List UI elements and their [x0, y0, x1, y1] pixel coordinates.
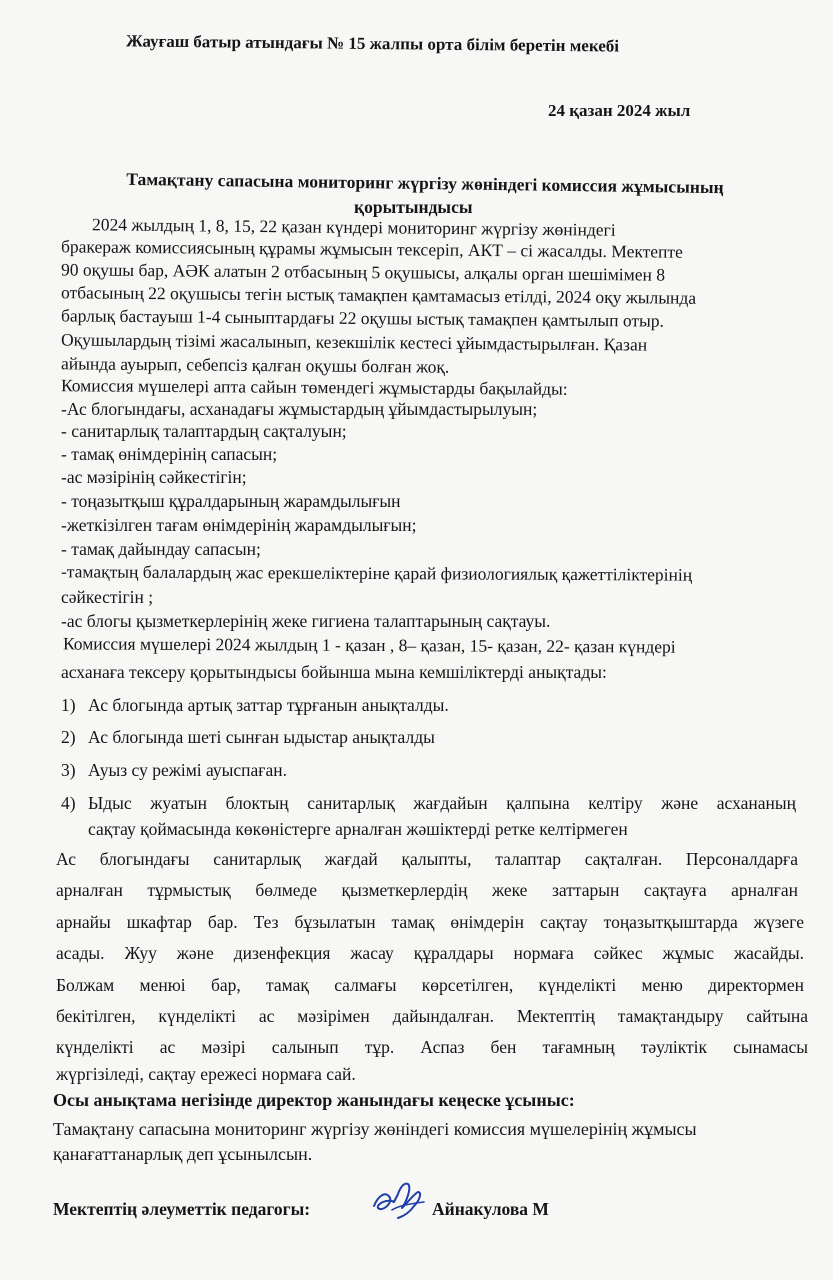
intro-line: Оқушылардың тізімі жасалынып, кезекшілік кестесі ұйымдастырылған. Қазан — [60, 329, 648, 355]
intro-line: отбасының 22 оқушысы тегін ыстық тамақпен қамтамасыз етілді, 2024 оқу жылында — [60, 282, 697, 308]
duties-intro: Комиссия мүшелері апта сайын төмендегі жұмыстарды бақылайды: — [60, 375, 568, 399]
duty-item: - санитарлық талаптардың сақталуын; — [61, 421, 347, 441]
document-date: 24 қазан 2024 жыл — [548, 101, 691, 120]
findings-intro: Комиссия мүшелері 2024 жылдың 1 - қазан , 8– қазан, 15- қазан, 22- қазан күндері — [62, 633, 676, 657]
signature-role: Мектептің әлеуметтік педагогы: — [53, 1199, 311, 1219]
document-title: Тамақтану сапасына мониторинг жүргізу жөніндегі комиссия жұмысының — [126, 168, 724, 198]
duty-item: сәйкестігін ; — [61, 587, 154, 607]
proposal-heading: Осы анықтама негізінде директор жанындағы кеңеске ұсыныс: — [53, 1090, 575, 1110]
findings-intro: асханаға тексеру қорытындысы бойынша мына кемшіліктерді анықтады: — [61, 662, 607, 682]
finding-text: Ауыз су режімі ауыспаған. — [88, 760, 287, 780]
conclusion-line: жүргізіледі, сақтау ережесі нормаға сай. — [56, 1064, 356, 1084]
finding-number: 2) — [61, 727, 76, 747]
finding-number: 4) — [61, 793, 76, 813]
duty-item: - тоңазытқыш құралдарының жарамдылығын — [61, 491, 401, 511]
duty-item: -Ас блогындағы, асханадағы жұмыстардың ұйымдастырылуын; — [61, 399, 538, 419]
proposal-text: қанағаттанарлық деп ұсынылсын. — [53, 1144, 313, 1164]
duty-item: - тамақ дайындау сапасын; — [61, 539, 261, 559]
duty-item: -тамақтың балалардың жас ерекшеліктеріне қарай физиологиялық қажеттіліктерінің — [60, 561, 693, 585]
school-name: Жауғаш батыр атындағы № 15 жалпы орта білім беретін мекебі — [125, 31, 620, 56]
conclusion-line: күнделікті ас мәзірі салынып тұр. Аспаз бен тағамның тәуліктік сынамасы — [56, 1037, 808, 1057]
finding-number: 3) — [61, 760, 76, 780]
intro-line: барлық бастауыш 1-4 сыныптардағы 22 оқушы ыстық тамақпен қамтылып отыр. — [60, 305, 665, 331]
conclusion-line: арнайы шкафтар бар. Тез бұзылатын тамақ өнімдерін сақтау тоңазытқыштарда жүзеге — [56, 912, 804, 932]
intro-line: бракераж комиссиясының құрамы жұмысын тексеріп, АКТ – сі жасалды. Мектепте — [60, 236, 683, 262]
conclusion-line: Ас блогындағы санитарлық жағдай қалыпты, талаптар сақталған. Персоналдарға — [56, 849, 798, 869]
finding-text: Ас блогында артық заттар тұрғанын анықталды. — [88, 695, 449, 715]
duty-item: - тамақ өнімдерінің сапасын; — [61, 444, 278, 464]
duty-item: -жеткізілген тағам өнімдерінің жарамдылығын; — [61, 515, 417, 535]
conclusion-line: арналған тұрмыстық бөлмеде қызметкерлердің жеке заттарын сақтауға арналған — [56, 880, 798, 900]
finding-number: 1) — [61, 695, 76, 715]
duty-item: -ас мәзірінің сәйкестігін; — [61, 467, 247, 487]
handwritten-signature — [368, 1172, 430, 1224]
signature-name: Айнакулова М — [432, 1199, 549, 1219]
finding-text: Ас блогында шеті сынған ыдыстар анықталды — [88, 727, 435, 747]
finding-text: Ыдыс жуатын блоктың санитарлық жағдайын қалпына келтіру және асхананың — [88, 793, 796, 813]
intro-line: айында ауырып, себепсіз қалған оқушы болған жоқ. — [60, 353, 450, 377]
intro-line: 90 оқушы бар, АӘК алатын 2 отбасының 5 оқушысы, алқалы орган шешімімен 8 — [60, 259, 666, 285]
finding-text-cont: сақтау қоймасында көкөністерге арналған жәшіктерді ретке келтірмеген — [88, 819, 628, 839]
duty-item: -ас блогы қызметкерлерінің жеке гигиена талаптарының сақтауы. — [61, 611, 551, 631]
document-title-line2: қорытындысы — [354, 197, 473, 217]
conclusion-line: бекітілген, күнделікті ас мәзірімен дайындалған. Мектептің тамақтандыру сайтына — [56, 1006, 808, 1026]
proposal-text: Тамақтану сапасына мониторинг жүргізу жөніндегі комиссия мүшелерінің жұмысы — [53, 1119, 697, 1139]
conclusion-line: Болжам менюі бар, тамақ салмағы көрсетілген, күнделікті меню директормен — [56, 975, 804, 995]
conclusion-line: асады. Жуу және дизенфекция жасау құралдары нормаға сәйкес жұмыс жасайды. — [56, 943, 804, 963]
intro-line: 2024 жылдың 1, 8, 15, 22 қазан күндері мониторинг жүргізу жөніндегі — [91, 214, 616, 240]
